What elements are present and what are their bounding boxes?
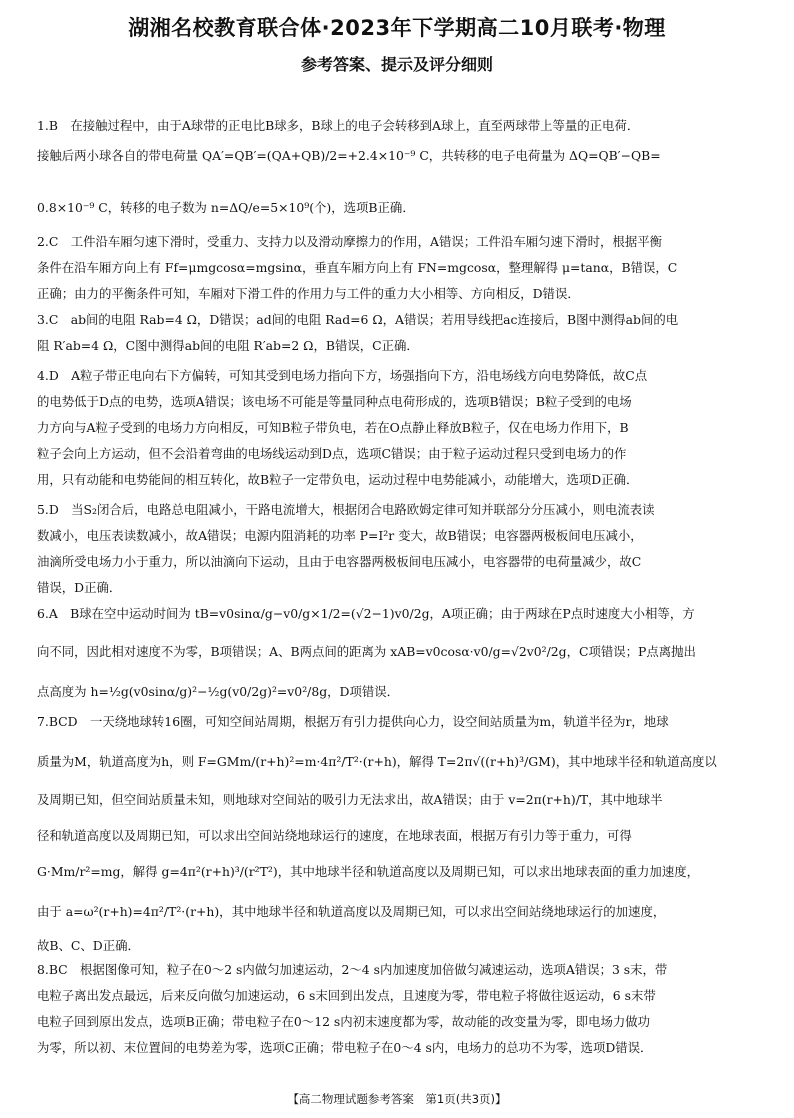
page-footer: 【高二物理试题参考答案 第1页(共3页)】 bbox=[287, 1092, 507, 1106]
answer-line: 为零，所以初、末位置间的电势差为零，选项C正确；带电粒子在0～4 s内，电场力的总功不为零，选项D错误． bbox=[37, 1040, 653, 1055]
answer-line: 0.8×10⁻⁹ C，转移的电子数为 n=ΔQ/e=5×10⁹(个)，选项B正确． bbox=[37, 200, 415, 215]
answer-line: 的电势低于D点的电势，选项A错误；该电场不可能是等量同种点电荷形成的，选项B错误；B粒子受到的电场 bbox=[37, 394, 632, 409]
answer-line: 3.C ab间的电阻 Rab=4 Ω，D错误；ad间的电阻 Rad=6 Ω，A错误；若用导线把ac连接后，B图中测得ab间的电 bbox=[37, 312, 679, 327]
answer-line: 7.BCD 一天绕地球转16圈，可知空间站周期，根据万有引力提供向心力，设空间站质量为m，轨道半径为r，地球 bbox=[37, 714, 669, 729]
answer-line: 电粒子离出发点最远，后来反向做匀加速运动，6 s末回到出发点，且速度为零，带电粒子将做往返运动，6 s末带 bbox=[37, 988, 656, 1003]
answer-line: 故B、C、D正确． bbox=[37, 938, 140, 953]
answer-line: 6.A B球在空中运动时间为 tB=v0sinα/g−v0/g×1/2=(√2−1)v0/2g，A项正确；由于两球在P点时速度大小相等，方 bbox=[37, 606, 695, 621]
answer-line: 2.C 工件沿车厢匀速下滑时，受重力、支持力以及滑动摩擦力的作用，A错误；工件沿车厢匀速下滑时，根据平衡 bbox=[37, 234, 662, 249]
answer-line: 由于 a=ω²(r+h)=4π²/T²·(r+h)，其中地球半径和轨道高度以及周期已知，可以求出空间站绕地球运行的加速度， bbox=[37, 904, 666, 919]
answer-line: 条件在沿车厢方向上有 Ff=μmgcosα=mgsinα，垂直车厢方向上有 FN=mgcosα，整理解得 μ=tanα，B错误，C bbox=[37, 260, 678, 275]
answer-line: 及周期已知，但空间站质量未知，则地球对空间站的吸引力无法求出，故A错误；由于 v=2π(r+h)/T，其中地球半 bbox=[37, 792, 663, 807]
answer-line: 错误，D正确． bbox=[37, 580, 122, 595]
answer-line: 电粒子回到原出发点，选项B正确；带电粒子在0～12 s内初末速度都为零，故动能的改变量为零，即电场力做功 bbox=[37, 1014, 651, 1029]
answer-line: 粒子会向上方运动，但不会沿着弯曲的电场线运动到D点，选项C错误；由于粒子运动过程只受到电场力的作 bbox=[37, 446, 627, 461]
answer-line: 点高度为 h=½g(v0sinα/g)²−½g(v0/2g)²=v0²/8g，D项错误． bbox=[37, 684, 400, 699]
page-title: 湖湘名校教育联合体·2023年下学期高二10月联考·物理 bbox=[128, 16, 666, 40]
answer-line: 质量为M，轨道高度为h，则 F=GMm/(r+h)²=m·4π²/T²·(r+h)，解得 T=2π√((r+h)³/GM)，其中地球半径和轨道高度以 bbox=[37, 754, 717, 769]
page-subtitle: 参考答案、提示及评分细则 bbox=[300, 55, 493, 74]
answer-line: 力方向与A粒子受到的电场力方向相反，可知B粒子带负电，若在O点静止释放B粒子，仅在电场力作用下，B bbox=[37, 420, 629, 435]
answer-line: 5.D 当S₂闭合后，电路总电阻减小，干路电流增大，根据闭合电路欧姆定律可知并联部分分压减小，则电流表读 bbox=[37, 502, 655, 517]
answer-line: 1.B 在接触过程中，由于A球带的正电比B球多，B球上的电子会转移到A球上，直至两球带上等量的正电荷． bbox=[37, 118, 640, 133]
answer-line: 4.D A粒子带正电向右下方偏转，可知其受到电场力指向下方，场强指向下方，沿电场线方向电势降低，故C点 bbox=[37, 368, 648, 383]
answer-line: 接触后两小球各自的带电荷量 QA′=QB′=(QA+QB)/2=+2.4×10⁻⁹ C，共转移的电子电荷量为 ΔQ=QB′−QB= bbox=[37, 148, 661, 163]
answer-line: 径和轨道高度以及周期已知，可以求出空间站绕地球运行的速度，在地球表面，根据万有引力等于重力，可得 bbox=[37, 828, 632, 843]
answer-line: 正确；由力的平衡条件可知，车厢对下滑工件的作用力与工件的重力大小相等、方向相反，D错误． bbox=[37, 286, 580, 301]
answer-line: 油滴所受电场力小于重力，所以油滴向下运动，且由于电容器两极板间电压减小，电容器带的电荷量减少，故C bbox=[37, 554, 642, 569]
answer-line: 用，只有动能和电势能间的相互转化，故B粒子一定带负电，运动过程中电势能减小，动能增大，选项D正确． bbox=[37, 472, 639, 487]
answer-line: 数减小，电压表读数减小，故A错误；电源内阻消耗的功率 P=I²r 变大，故B错误；电容器两极板间电压减小， bbox=[37, 528, 643, 543]
answer-line: G·Mm/r²=mg，解得 g=4π²(r+h)³/(r²T²)，其中地球半径和轨道高度以及周期已知，可以求出地球表面的重力加速度， bbox=[37, 864, 699, 879]
answer-line: 向不同，因此相对速度不为零，B项错误；A、B两点间的距离为 xAB=v0cosα·v0/g=√2v0²/2g，C项错误；P点离抛出 bbox=[37, 644, 696, 659]
answer-line: 8.BC 根据图像可知，粒子在0～2 s内做匀加速运动，2～4 s内加速度加倍做匀减速运动，选项A错误；3 s末，带 bbox=[37, 962, 668, 977]
answer-line: 阻 R′ab=4 Ω，C图中测得ab间的电阻 R′ab=2 Ω，B错误，C正确． bbox=[37, 338, 419, 353]
